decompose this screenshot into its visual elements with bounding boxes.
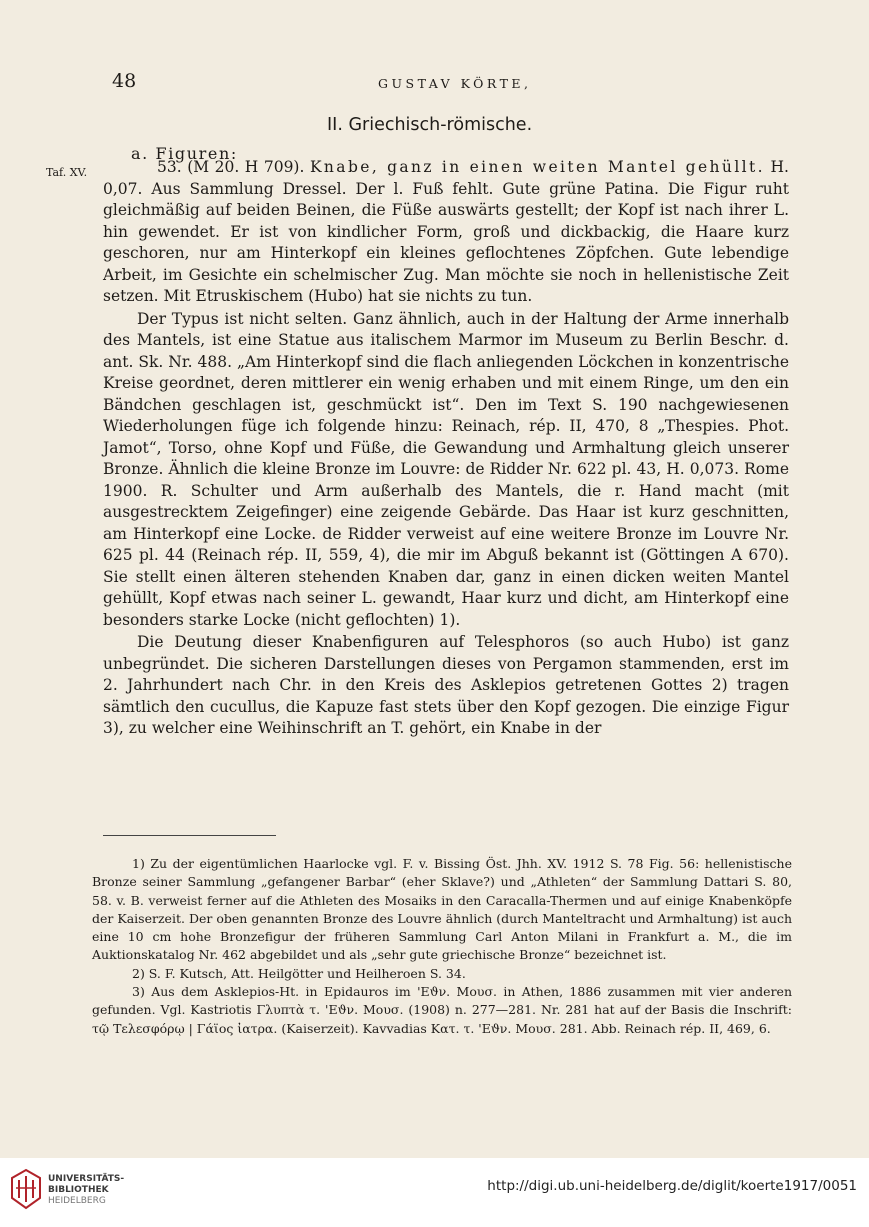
catalog-entry bbox=[103, 157, 789, 308]
library-name-line1: UNIVERSITÄTS- bbox=[48, 1174, 125, 1184]
footnote-rule bbox=[103, 835, 276, 836]
section-title: II. Griechisch-römische. bbox=[327, 115, 533, 135]
footnotes bbox=[92, 855, 792, 1038]
main-text bbox=[103, 157, 789, 740]
paragraph-deutung: Die Deutung dieser Knabenfiguren auf Telesphoros (so auch Hubo) ist ganz unbegründet. Die sicheren Darstellungen dieses von Pergamon stammenden, erst im 2. Jahrhundert nach Chr. in den Kreis des Asklepios getretenen Gottes 2) tragen sämtlich den cucullus, die Kapuze fast stets über den Kopf gezogen. Die einzige Figur 3), zu welcher eine Weihinschrift an T. gehört, ein Knabe in der bbox=[103, 633, 789, 737]
footnote-1: 1) Zu der eigentümlichen Haarlocke vgl. F. v. Bissing Öst. Jhh. XV. 1912 S. 78 Fig. 56: hellenistische Bronze seiner Sammlung „gefangener Barbar“ (eher Sklave?) und „Athleten“ der Sammlung Dattari S. 80, 58. v. B. verweist ferner auf die Athleten des Mosaiks in den Caracalla-Thermen und auf einige Knabenköpfe der Kaiserzeit. Der oben genannten Bronze des Louvre ähnlich (durch Manteltracht und Armhaltung) ist auch eine 10 cm hohe Bronzefigur der früheren Sammlung Carl Anton Milani in Frankfurt a. M., die im Auktionskatalog Nr. 462 abgebildet und als „sehr gute griechische Bronze“ bezeichnet ist. bbox=[92, 856, 792, 963]
plate-margin-note: Taf. XV. bbox=[46, 166, 88, 179]
footnote-2: 2) S. F. Kutsch, Att. Heilgötter und Heilheroen S. 34. bbox=[132, 965, 466, 981]
entry-title: Knabe, ganz in einen weiten Mantel gehüllt. bbox=[309, 158, 765, 176]
library-name bbox=[48, 1174, 124, 1207]
library-name-line2: BIBLIOTHEK bbox=[48, 1185, 109, 1195]
footnote-3: 3) Aus dem Asklepios-Ht. in Epidauros im 'Eϑν. Μουσ. in Athen, 1886 zusammen mit vier anderen gefunden. Vgl. Kastriotis Γλυπτὰ τ. 'Eϑν. Μουσ. (1908) n. 277—281. Nr. 281 hat auf der Basis die Inschrift: τῷ Τελεσφόρῳ | Γάϊος ἰατρα. (Kaiserzeit). Kavvadias Κατ. τ. 'Eϑν. Μουσ. 281. Abb. Reinach rép. II, 469, 6. bbox=[92, 984, 792, 1036]
page-number: 48 bbox=[112, 70, 137, 92]
subsection-title: a. Figuren: bbox=[131, 144, 238, 163]
university-library-logo-icon bbox=[10, 1168, 42, 1210]
running-head: GUSTAV KÖRTE, bbox=[378, 76, 532, 91]
entry-description: H. 0,07. Aus Sammlung Dressel. Der l. Fuß fehlt. Gute grüne Patina. Die Figur ruht gleichmäßig auf beiden Beinen, die Füße auswärts gestellt; der Kopf ist nach ihrer L. hin gewendet. Er ist von kindlicher Form, groß und dickbackig, die Haare kurz geschoren, nur am Hinterkopf ein kleines geflochtenes Zöpfchen. Gute lebendige Arbeit, im Gesichte ein schelmischer Zug. Man möchte sie noch in hellenistische Zeit setzen. Mit Etruskischem (Hubo) hat sie nichts zu tun. bbox=[103, 158, 789, 305]
source-url-link[interactable]: http://digi.ub.uni-heidelberg.de/diglit/koerte1917/0051 bbox=[487, 1178, 857, 1194]
digitization-footer bbox=[0, 1158, 869, 1227]
paragraph-typus: Der Typus ist nicht selten. Ganz ähnlich, auch in der Haltung der Arme innerhalb des Mantels, ist eine Statue aus italischem Marmor im Museum zu Berlin Beschr. d. ant. Sk. Nr. 488. „Am Hinterkopf sind die flach anliegenden Löckchen in konzentrische Kreise geordnet, deren mittlerer ein wenig erhaben und mit einem Ringe, um den ein Bändchen geschlagen ist, geschmückt ist“. Den im Text S. 190 nachgewiesenen Wiederholungen füge ich folgende hinzu: Reinach, rép. II, 470, 8 „Thespies. Phot. Jamot“, Torso, ohne Kopf und Füße, die Gewandung und Armhaltung gleich unserer Bronze. Ähnlich die kleine Bronze im Louvre: de Ridder Nr. 622 pl. 43, H. 0,073. Rome 1900. R. Schulter und Arm außerhalb des Mantels, die r. Hand macht (mit ausgestrecktem Zeigefinger) eine zeigende Gebärde. Das Haar ist kurz geschnitten, am Hinterkopf eine Locke. de Ridder verweist auf eine weitere Bronze im Louvre Nr. 625 pl. 44 (Reinach rép. II, 559, 4), die mir im Abguß bekannt ist (Göttingen A 670). Sie stellt einen älteren stehenden Knaben dar, ganz in einen dicken weiten Mantel gehüllt, Kopf etwas nach seiner L. gewandt, Haar kurz und dicht, am Hinterkopf eine besonders starke Locke (nicht geflochten) 1). bbox=[103, 309, 789, 629]
entry-reference: (M 20. H 709). bbox=[187, 158, 305, 176]
entry-number: 53. bbox=[157, 158, 182, 176]
library-name-line3: HEIDELBERG bbox=[48, 1196, 106, 1206]
